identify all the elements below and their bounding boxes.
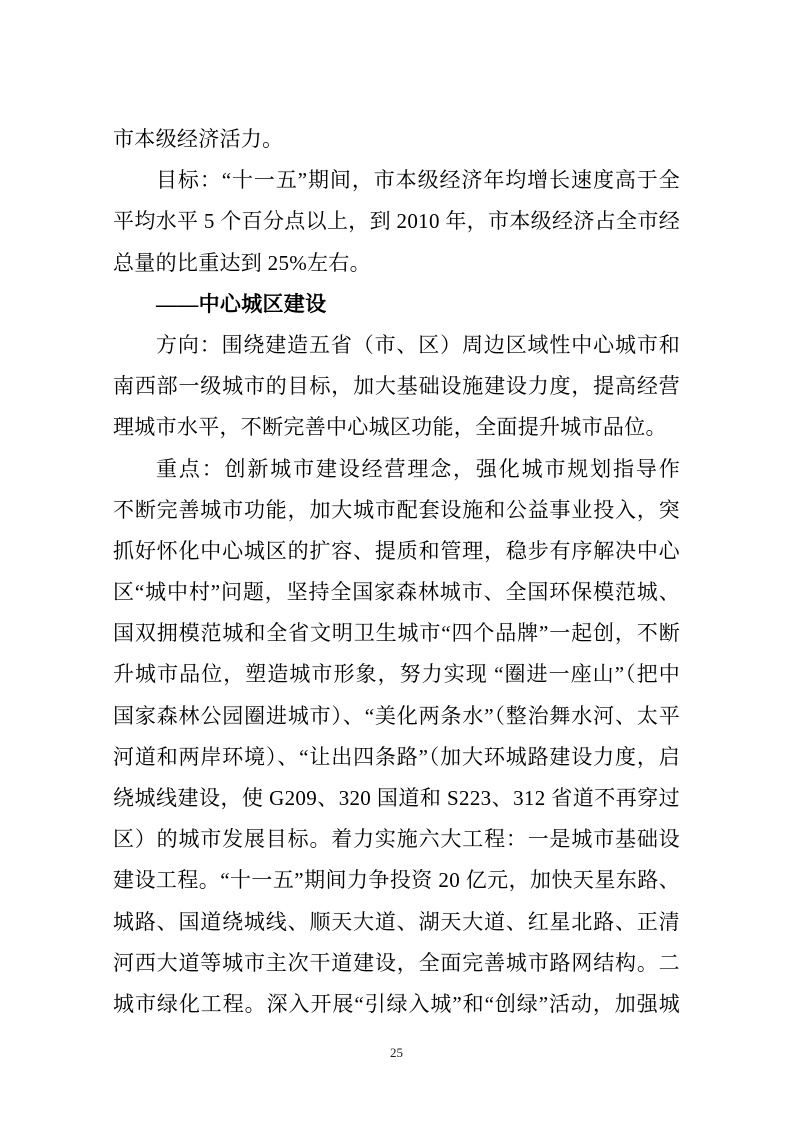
text-line: 城路、国道绕城线、顺天大道、湖天大道、红星北路、正清 (113, 909, 680, 934)
text-line: 河西大道等城市主次干道建设，全面完善城市路网结构。二 (113, 950, 680, 975)
text-line: 城市绿化工程。深入开展“引绿入城”和“创绿”活动，加强城 (113, 991, 680, 1016)
text-line: 方向：围绕建造五省（市、区）周边区域性中心城市和 (156, 332, 680, 357)
text-line: 升城市品位，塑造城市形象，努力实现 “圈进一座山”（把中 (113, 662, 680, 687)
text-line: 抓好怀化中心城区的扩容、提质和管理，稳步有序解决中心 (113, 538, 680, 563)
text-line: 总量的比重达到 25%左右。 (113, 250, 371, 275)
text-line: 重点：创新城市建设经营理念，强化城市规划指导作 (156, 456, 680, 481)
text-line: 区“城中村”问题，坚持全国家森林城市、全国环保模范城、 (113, 580, 680, 605)
text-line: 建设工程。“十一五”期间力争投资 20 亿元，加快天星东路、 (113, 868, 680, 893)
text-line: 目标：“十一五”期间，市本级经济年均增长速度高于全 (156, 168, 680, 193)
section-heading: ——中心城区建设 (156, 291, 327, 316)
text-line: 国家森林公园圈进城市）、“美化两条水”（整治舞水河、太平 (113, 703, 680, 728)
document-body (113, 119, 680, 1025)
text-line: 不断完善城市功能，加大城市配套设施和公益事业投入，突 (113, 497, 680, 522)
text-line: 市本级经济活力。 (113, 127, 284, 151)
text-line: 南西部一级城市的目标，加大基础设施建设力度，提高经营 (113, 374, 680, 399)
text-line: 区）的城市发展目标。着力实施六大工程：一是城市基础设 (113, 827, 680, 852)
text-line: 国双拥模范城和全省文明卫生城市“四个品牌”一起创，不断 (113, 621, 680, 646)
text-line: 河道和两岸环境）、“让出四条路”（加大环城路建设力度，启 (113, 744, 680, 769)
page-number: 25 (390, 1045, 403, 1060)
text-line: 绕城线建设，使 G209、320 国道和 S223、312 省道不再穿过 (113, 786, 680, 810)
text-line: 平均水平 5 个百分点以上，到 2010 年，市本级经济占全市经 (113, 209, 680, 234)
text-line: 理城市水平，不断完善中心城区功能，全面提升城市品位。 (113, 415, 667, 440)
